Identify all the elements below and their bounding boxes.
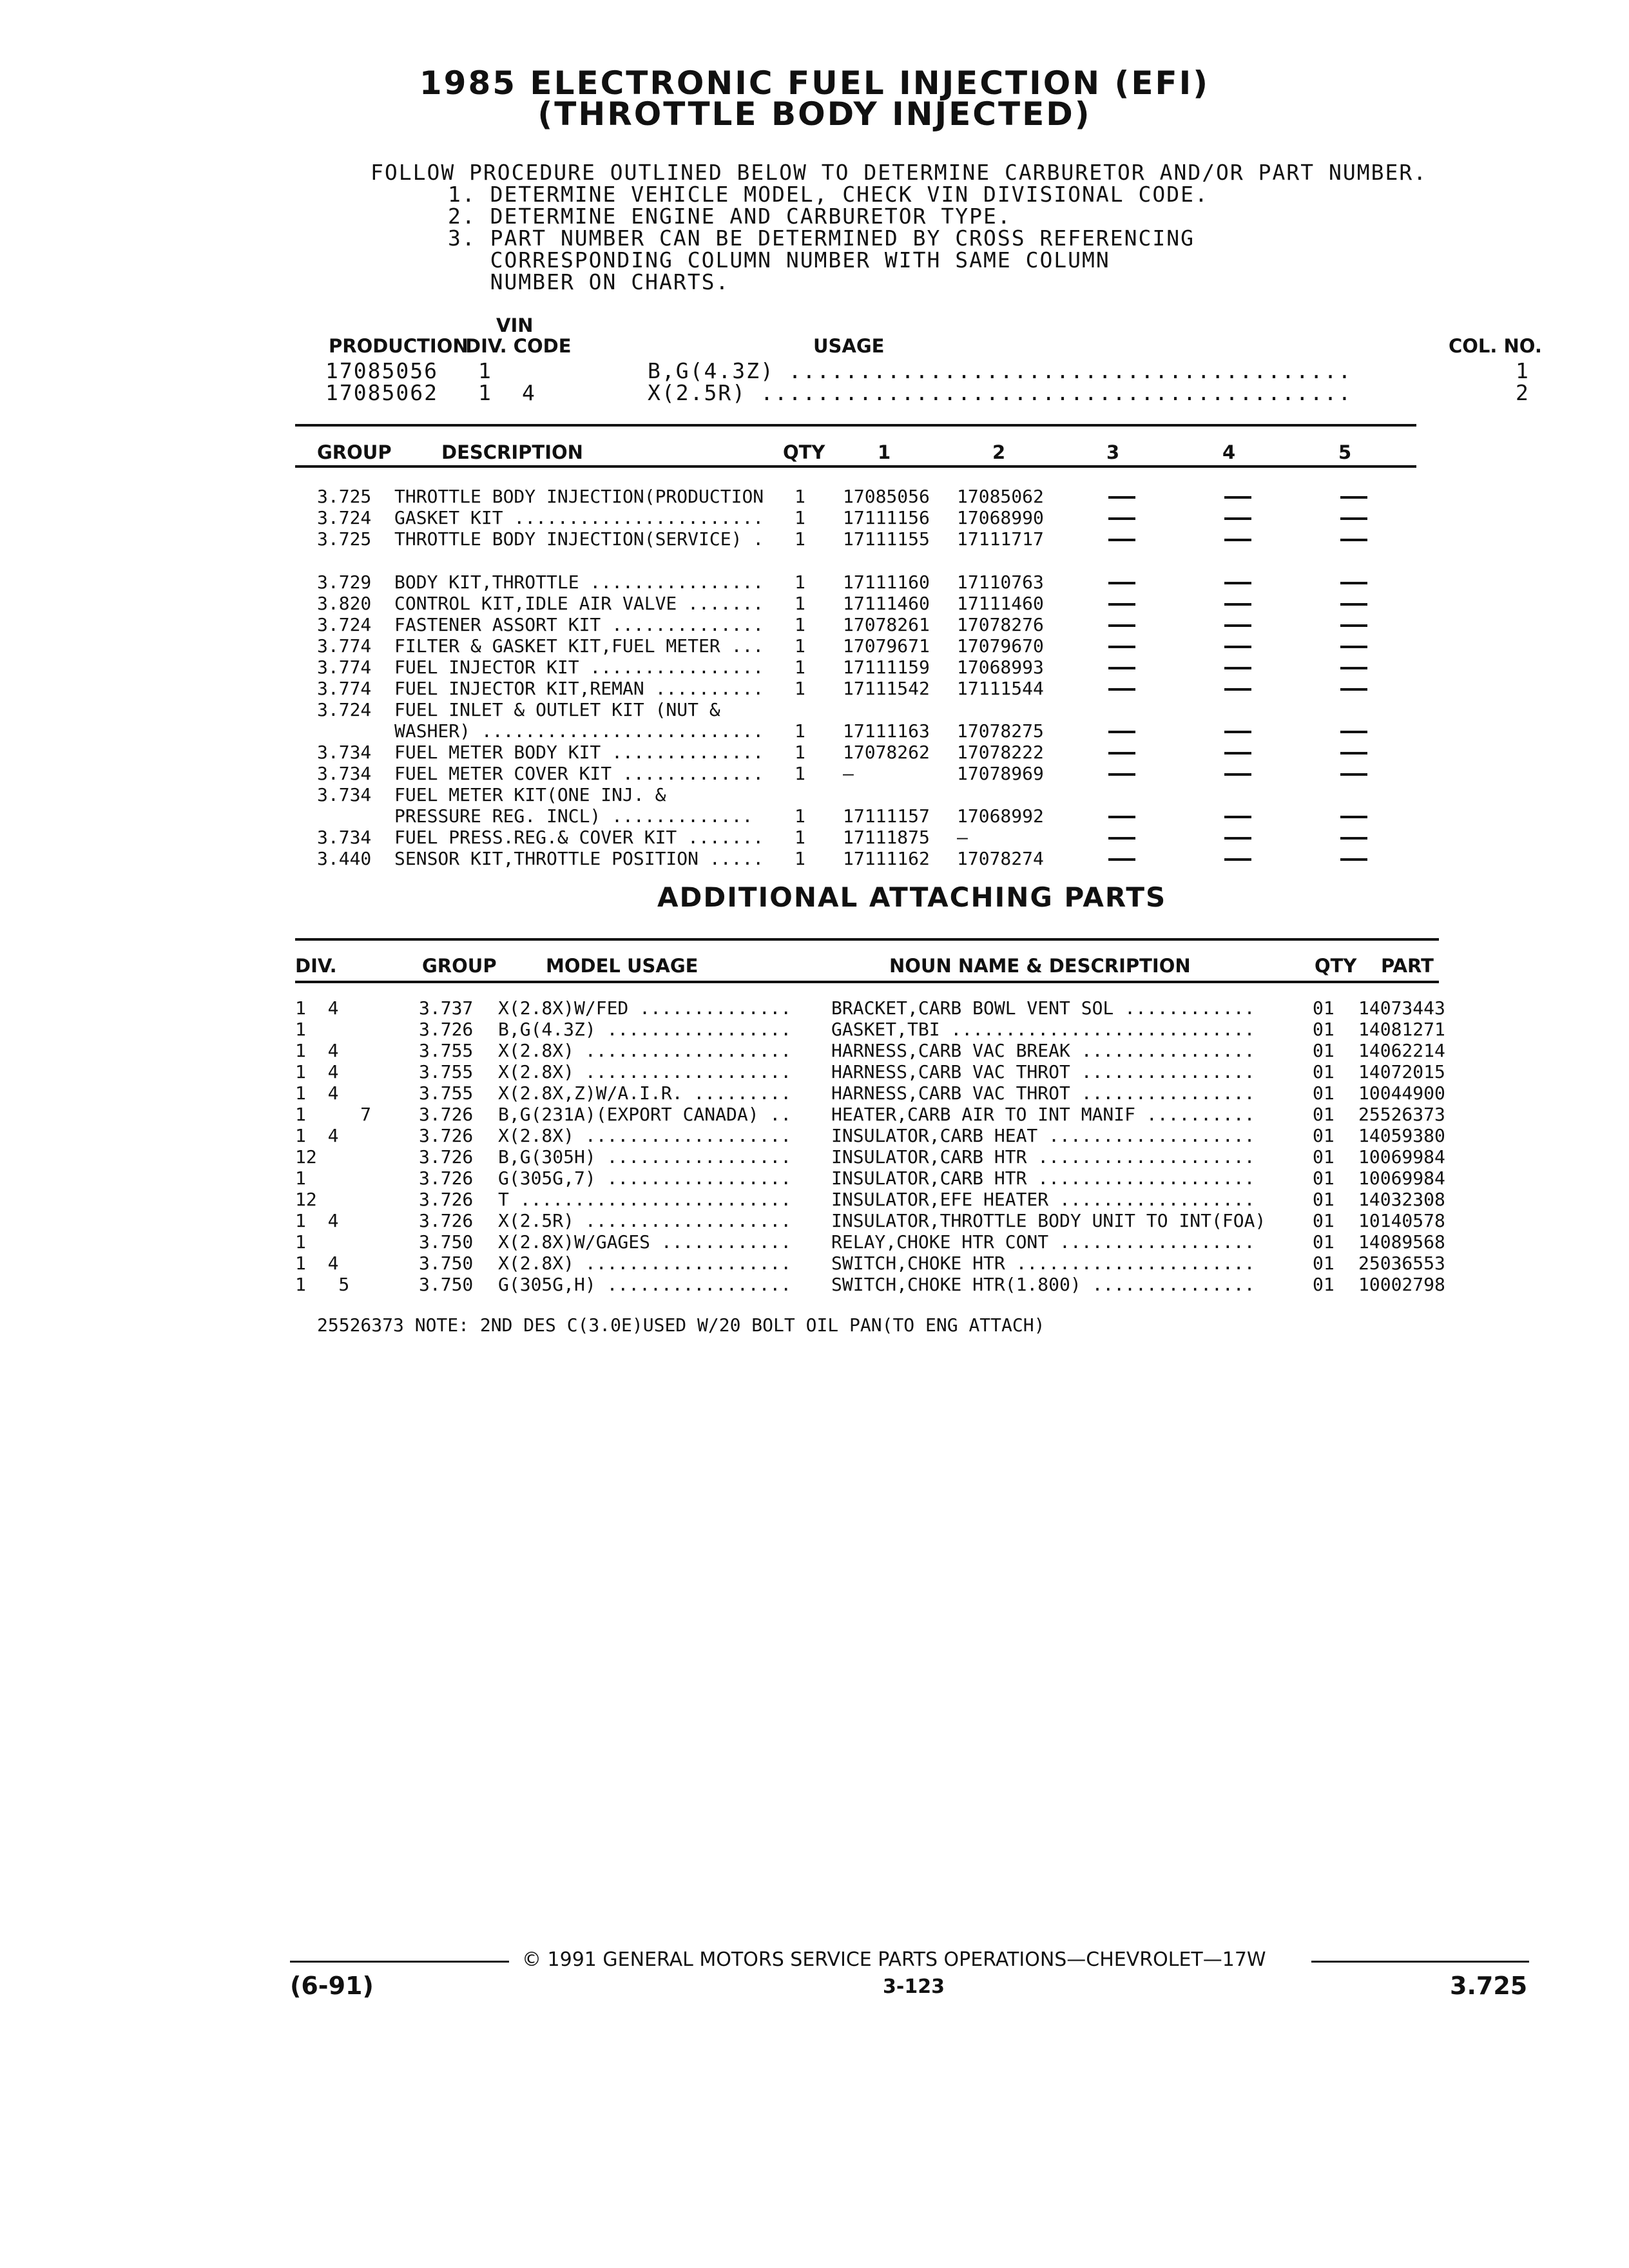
empty-col3-dash [1108,603,1135,606]
add-group: 3.726 [419,1210,474,1231]
part-qty: 1 [795,528,805,550]
part-col1: 17111160 [843,572,930,593]
part-col2: 17111717 [957,528,1044,550]
empty-col3-dash [1108,496,1135,499]
empty-col5-dash [1340,496,1367,499]
part-group: 3.774 [317,635,372,657]
add-group: 3.755 [419,1082,474,1104]
production-number: 17085056 [325,358,438,383]
procedure-step: CORRESPONDING COLUMN NUMBER WITH SAME COLUMN [448,247,1110,273]
table-rule [295,938,1439,941]
part-qty: 1 [795,593,805,614]
part-col2: 17110763 [957,572,1044,593]
add-part-number: 10002798 [1358,1274,1445,1295]
part-group: 3.734 [317,763,372,784]
empty-col4-dash [1224,816,1251,818]
add-part-number: 14089568 [1358,1231,1445,1253]
add-model-usage: B,G(305H) ................. [498,1146,792,1168]
add-part-number: 14062214 [1358,1040,1445,1061]
add-noun-name: INSULATOR,THROTTLE BODY UNIT TO INT(FOA) [831,1210,1266,1231]
empty-col3-dash [1108,773,1135,776]
production-number: 17085062 [325,380,438,405]
add-noun-name: SWITCH,CHOKE HTR(1.800) ............... [831,1274,1255,1295]
empty-col5-dash [1340,646,1367,648]
part-qty: 1 [795,827,805,848]
description-header: DESCRIPTION [441,441,583,463]
production-col: 1 [1516,358,1530,383]
empty-col5-dash [1340,624,1367,627]
part-description: CONTROL KIT,IDLE AIR VALVE ....... [394,593,764,614]
add-qty: 01 [1313,1168,1335,1189]
empty-col5-dash [1340,582,1367,584]
part-col1: 17111163 [843,720,930,742]
add-part-number: 14059380 [1358,1125,1445,1146]
col-no-header: COL. NO. [1449,335,1542,357]
add-noun-name: BRACKET,CARB BOWL VENT SOL ............ [831,997,1255,1019]
add-group: 3.755 [419,1040,474,1061]
part-description: FILTER & GASKET KIT,FUEL METER ... [394,635,764,657]
add-qty: 01 [1313,1019,1335,1040]
add-div: 12 [295,1189,317,1210]
add-group: 3.726 [419,1146,474,1168]
procedure-step: 2. DETERMINE ENGINE AND CARBURETOR TYPE. [448,204,1012,229]
add-model-usage: X(2.8X)W/FED .............. [498,997,792,1019]
add-group: 3.726 [419,1168,474,1189]
procedure-step: 3. PART NUMBER CAN BE DETERMINED BY CROSS REFERENCING [448,226,1195,251]
col1-header: 1 [878,441,891,463]
part-qty: 1 [795,742,805,763]
part-description: WASHER) .......................... [394,720,764,742]
part-group: 3.820 [317,593,372,614]
add-part-number: 14073443 [1358,997,1445,1019]
add-qty: 01 [1313,1253,1335,1274]
noun-name-header: NOUN NAME & DESCRIPTION [889,955,1191,977]
empty-col5-dash [1340,837,1367,840]
empty-col5-dash [1340,667,1367,669]
empty-col5-dash [1340,858,1367,861]
add-model-usage: B,G(4.3Z) ................. [498,1019,792,1040]
empty-col3-dash [1108,624,1135,627]
empty-col4-dash [1224,752,1251,754]
procedure-intro: FOLLOW PROCEDURE OUTLINED BELOW TO DETERMINE CARBURETOR AND/OR PART NUMBER. [371,160,1428,185]
group-header: GROUP [317,441,392,463]
add-div: 1 [295,1168,306,1189]
empty-col4-dash [1224,837,1251,840]
empty-col5-dash [1340,688,1367,691]
add-part-number: 14032308 [1358,1189,1445,1210]
empty-col5-dash [1340,752,1367,754]
part-col2: 17111544 [957,678,1044,699]
add-part-number: 10140578 [1358,1210,1445,1231]
add-group: 3.726 [419,1125,474,1146]
empty-col3-dash [1108,752,1135,754]
add-qty: 01 [1313,1040,1335,1061]
add-part-number: 10069984 [1358,1146,1445,1168]
add-group: 3.750 [419,1253,474,1274]
add-noun-name: INSULATOR,CARB HTR .................... [831,1168,1255,1189]
add-qty: 01 [1313,1082,1335,1104]
add-group: 3.750 [419,1274,474,1295]
add-part-number: 10069984 [1358,1168,1445,1189]
part-qty: 1 [795,486,805,507]
add-noun-name: HARNESS,CARB VAC BREAK ................ [831,1040,1255,1061]
add-div: 1 4 [295,1253,339,1274]
page-title: 1985 ELECTRONIC FUEL INJECTION (EFI) [419,64,1210,102]
part-col2: 17078276 [957,614,1044,635]
empty-col5-dash [1340,816,1367,818]
table-rule [295,981,1439,983]
table-rule [295,465,1416,468]
add-div: 1 4 [295,997,339,1019]
part-description: GASKET KIT ....................... [394,507,764,528]
empty-col4-dash [1224,858,1251,861]
add-group: 3.750 [419,1231,474,1253]
production-header: PRODUCTION [329,335,468,357]
part-qty: 1 [795,657,805,678]
empty-col3-dash [1108,688,1135,691]
add-noun-name: INSULATOR,CARB HTR .................... [831,1146,1255,1168]
part-col1: 17111157 [843,805,930,827]
part-description: FUEL INJECTOR KIT ................ [394,657,764,678]
add-noun-name: SWITCH,CHOKE HTR ...................... [831,1253,1255,1274]
part-col1: 17078262 [843,742,930,763]
footer-rule [1311,1961,1529,1963]
empty-col5-dash [1340,603,1367,606]
empty-col3-dash [1108,858,1135,861]
part-description: FUEL PRESS.REG.& COVER KIT ....... [394,827,764,848]
copyright: © 1991 GENERAL MOTORS SERVICE PARTS OPERATIONS—CHEVROLET—17W [522,1948,1266,1971]
part-group: 3.734 [317,742,372,763]
part-group: 3.725 [317,486,372,507]
empty-col5-dash [1340,517,1367,520]
empty-col3-dash [1108,667,1135,669]
part-description: FUEL METER COVER KIT ............. [394,763,764,784]
vin-header: VIN [496,314,534,336]
add-model-usage: X(2.5R) ................... [498,1210,792,1231]
empty-col4-dash [1224,496,1251,499]
footer-rule [290,1961,509,1963]
add-qty: 01 [1313,1189,1335,1210]
add-part-number: 14081271 [1358,1019,1445,1040]
part-description: FUEL METER KIT(ONE INJ. & [394,784,666,805]
col2-header: 2 [992,441,1006,463]
part-col2: 17078275 [957,720,1044,742]
group-header: GROUP [422,955,497,977]
part-description: FASTENER ASSORT KIT .............. [394,614,764,635]
empty-col4-dash [1224,582,1251,584]
add-model-usage: X(2.8X)W/GAGES ............ [498,1231,792,1253]
add-model-usage: X(2.8X) ................... [498,1253,792,1274]
empty-col4-dash [1224,646,1251,648]
empty-col4-dash [1224,539,1251,541]
add-model-usage: G(305G,H) ................. [498,1274,792,1295]
part-col2: 17111460 [957,593,1044,614]
part-qty: 1 [795,805,805,827]
empty-col3-dash [1108,582,1135,584]
add-noun-name: GASKET,TBI ............................ [831,1019,1255,1040]
procedure-step: 1. DETERMINE VEHICLE MODEL, CHECK VIN DIVISIONAL CODE. [448,182,1209,207]
part-col2: 17078969 [957,763,1044,784]
empty-col4-dash [1224,517,1251,520]
add-part-number: 25526373 [1358,1104,1445,1125]
procedure-step: NUMBER ON CHARTS. [448,269,730,294]
empty-col4-dash [1224,603,1251,606]
usage-header: USAGE [813,335,885,357]
part-col2: 17068993 [957,657,1044,678]
part-col1: 17111155 [843,528,930,550]
production-div: 1 [478,358,492,383]
add-div: 1 4 [295,1210,339,1231]
part-group: 3.734 [317,827,372,848]
add-model-usage: X(2.8X) ................... [498,1061,792,1082]
add-group: 3.726 [419,1189,474,1210]
add-qty: 01 [1313,1210,1335,1231]
part-qty: 1 [795,678,805,699]
page-number: 3-123 [883,1975,945,1998]
production-code: 4 [522,380,536,405]
add-model-usage: G(305G,7) ................. [498,1168,792,1189]
add-div: 1 4 [295,1040,339,1061]
add-part-number: 25036553 [1358,1253,1445,1274]
add-noun-name: HARNESS,CARB VAC THROT ................ [831,1061,1255,1082]
part-group: 3.724 [317,614,372,635]
part-description: THROTTLE BODY INJECTION(SERVICE) . [394,528,764,550]
part-col1: 17111156 [843,507,930,528]
part-col2: 17085062 [957,486,1044,507]
part-col1: 17078261 [843,614,930,635]
production-usage: B,G(4.3Z) ........................................ [648,358,1353,383]
section-number: 3.725 [1450,1972,1528,2000]
empty-col5-dash [1340,539,1367,541]
div-header: DIV. [295,955,337,977]
add-noun-name: INSULATOR,CARB HEAT ................... [831,1125,1255,1146]
revision-date: (6-91) [290,1972,374,2000]
part-col1: 17085056 [843,486,930,507]
table-rule [295,424,1416,427]
add-group: 3.726 [419,1104,474,1125]
part-group: 3.440 [317,848,372,869]
part-col1: 17079671 [843,635,930,657]
part-description: FUEL INLET & OUTLET KIT (NUT & [394,699,720,720]
production-col: 2 [1516,380,1530,405]
empty-col4-dash [1224,731,1251,733]
part-col1: 17111159 [843,657,930,678]
col5-header: 5 [1338,441,1352,463]
empty-col4-dash [1224,667,1251,669]
part-header: PART [1381,955,1434,977]
part-qty: 1 [795,763,805,784]
part-description: FUEL INJECTOR KIT,REMAN .......... [394,678,764,699]
part-description: THROTTLE BODY INJECTION(PRODUCTION [394,486,764,507]
part-group: 3.774 [317,657,372,678]
add-qty: 01 [1313,1231,1335,1253]
part-description: FUEL METER BODY KIT .............. [394,742,764,763]
part-col2: 17068990 [957,507,1044,528]
part-col2: 17068992 [957,805,1044,827]
empty-col4-dash [1224,688,1251,691]
add-model-usage: X(2.8X) ................... [498,1040,792,1061]
empty-col3-dash [1108,816,1135,818]
add-div: 1 4 [295,1082,339,1104]
add-div: 1 5 [295,1274,350,1295]
empty-col5-dash [1340,773,1367,776]
add-div: 1 [295,1231,306,1253]
empty-col5-dash [1340,731,1367,733]
part-description: BODY KIT,THROTTLE ................ [394,572,764,593]
add-group: 3.726 [419,1019,474,1040]
footnote: 25526373 NOTE: 2ND DES C(3.0E)USED W/20 BOLT OIL PAN(TO ENG ATTACH) [317,1314,1045,1336]
add-model-usage: B,G(231A)(EXPORT CANADA) .. [498,1104,792,1125]
add-model-usage: T ......................... [498,1189,792,1210]
col3-header: 3 [1106,441,1120,463]
empty-col3-dash [1108,646,1135,648]
add-part-number: 10044900 [1358,1082,1445,1104]
add-part-number: 14072015 [1358,1061,1445,1082]
part-col1: 17111875 [843,827,930,848]
add-div: 1 [295,1019,306,1040]
part-col1: — [843,763,854,784]
part-col2: 17078222 [957,742,1044,763]
part-qty: 1 [795,507,805,528]
part-qty: 1 [795,572,805,593]
part-col2: 17079670 [957,635,1044,657]
production-div: 1 [478,380,492,405]
part-col1: 17111542 [843,678,930,699]
add-noun-name: RELAY,CHOKE HTR CONT .................. [831,1231,1255,1253]
model-usage-header: MODEL USAGE [546,955,699,977]
empty-col4-dash [1224,773,1251,776]
add-model-usage: X(2.8X) ................... [498,1125,792,1146]
part-qty: 1 [795,614,805,635]
part-group: 3.724 [317,699,372,720]
add-qty: 01 [1313,1104,1335,1125]
qty-header: QTY [783,441,825,463]
part-col1: 17111162 [843,848,930,869]
add-qty: 01 [1313,1125,1335,1146]
part-group: 3.734 [317,784,372,805]
empty-col3-dash [1108,731,1135,733]
empty-col3-dash [1108,517,1135,520]
col4-header: 4 [1222,441,1236,463]
part-qty: 1 [795,720,805,742]
add-div: 1 4 [295,1125,339,1146]
production-usage: X(2.5R) .......................................... [648,380,1353,405]
part-col2: — [957,827,968,848]
add-qty: 01 [1313,1146,1335,1168]
part-group: 3.774 [317,678,372,699]
part-col1: 17111460 [843,593,930,614]
add-noun-name: HARNESS,CARB VAC THROT ................ [831,1082,1255,1104]
div-code-header: DIV. CODE [465,335,572,357]
part-group: 3.729 [317,572,372,593]
part-description: PRESSURE REG. INCL) ............. [394,805,753,827]
add-div: 1 7 [295,1104,372,1125]
add-qty: 01 [1313,1061,1335,1082]
add-model-usage: X(2.8X,Z)W/A.I.R. ......... [498,1082,792,1104]
add-qty: 01 [1313,1274,1335,1295]
part-col2: 17078274 [957,848,1044,869]
part-group: 3.725 [317,528,372,550]
additional-title: ADDITIONAL ATTACHING PARTS [657,881,1167,913]
add-div: 1 4 [295,1061,339,1082]
add-div: 12 [295,1146,317,1168]
part-description: SENSOR KIT,THROTTLE POSITION ..... [394,848,764,869]
add-noun-name: INSULATOR,EFE HEATER .................. [831,1189,1255,1210]
part-group: 3.724 [317,507,372,528]
empty-col3-dash [1108,837,1135,840]
qty-header: QTY [1315,955,1357,977]
add-group: 3.737 [419,997,474,1019]
add-qty: 01 [1313,997,1335,1019]
page-subtitle: (THROTTLE BODY INJECTED) [537,95,1092,133]
empty-col4-dash [1224,624,1251,627]
part-qty: 1 [795,635,805,657]
add-group: 3.755 [419,1061,474,1082]
part-qty: 1 [795,848,805,869]
empty-col3-dash [1108,539,1135,541]
add-noun-name: HEATER,CARB AIR TO INT MANIF .......... [831,1104,1255,1125]
